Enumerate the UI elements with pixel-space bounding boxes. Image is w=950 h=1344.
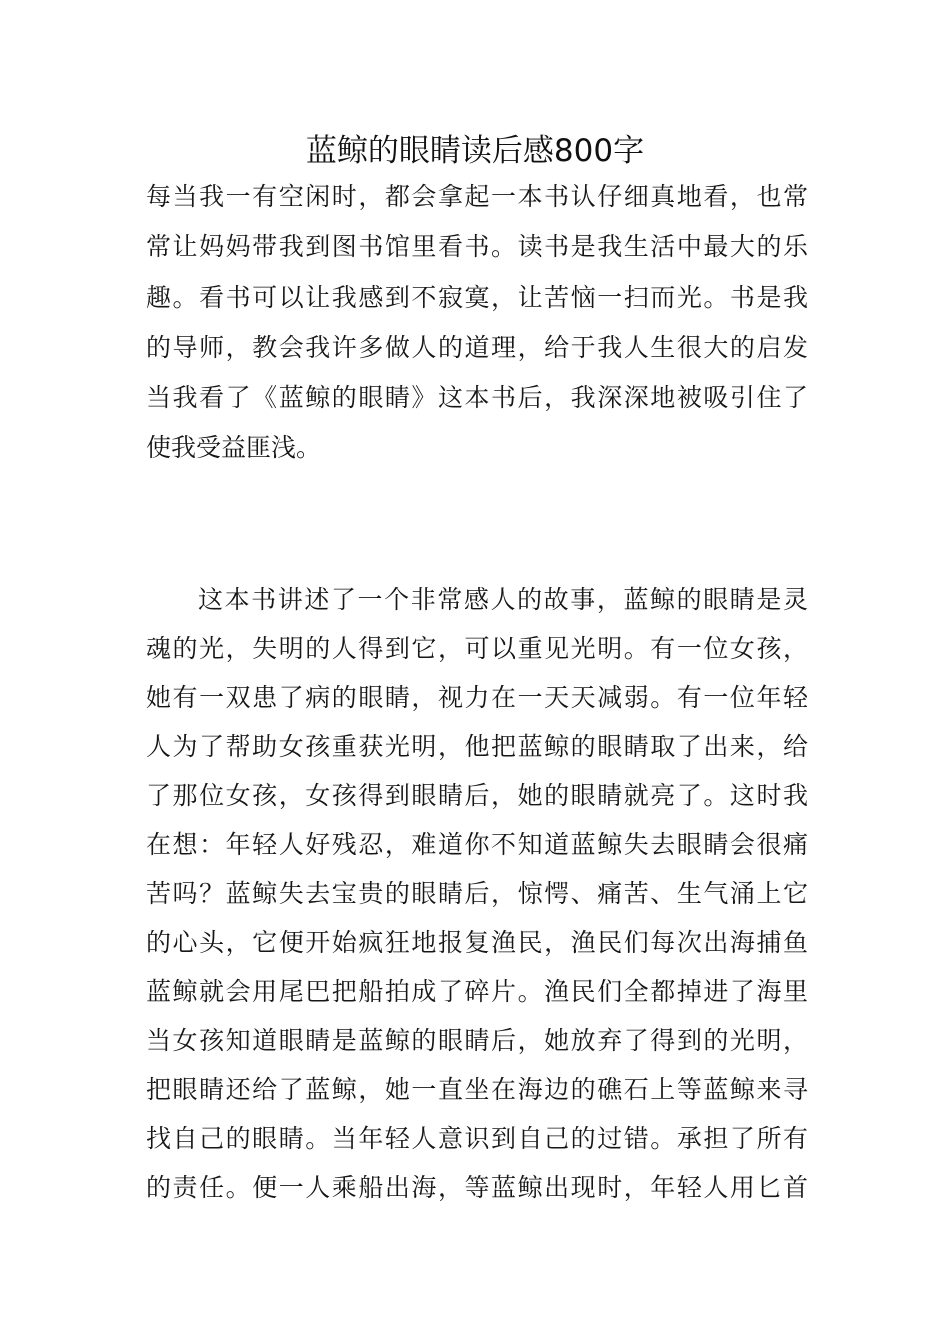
text-line: 找自己的眼睛。当年轻人意识到自己的过错。承担了所有 bbox=[146, 1124, 808, 1153]
text-line: 苦吗？蓝鲸失去宝贵的眼睛后，惊愕、痛苦、生气涌上它 bbox=[146, 879, 808, 908]
text-line: 在想：年轻人好残忍，难道你不知道蓝鲸失去眼睛会很痛 bbox=[146, 830, 808, 859]
text-line: 的心头，它便开始疯狂地报复渔民，渔民们每次出海捕鱼 bbox=[146, 928, 808, 957]
text-line: 她有一双患了病的眼睛，视力在一天天减弱。有一位年轻 bbox=[146, 683, 808, 712]
text-line: 每当我一有空闲时，都会拿起一本书认仔细真地看，也常 bbox=[146, 182, 808, 211]
text-line: 把眼睛还给了蓝鲸，她一直坐在海边的礁石上等蓝鲸来寻 bbox=[146, 1075, 808, 1104]
text-line: 当我看了《蓝鲸的眼睛》这本书后，我深深地被吸引住了 bbox=[146, 383, 808, 412]
text-line: 人为了帮助女孩重获光明，他把蓝鲸的眼睛取了出来，给 bbox=[146, 732, 808, 761]
text-line: 这本书讲述了一个非常感人的故事，蓝鲸的眼睛是灵 bbox=[198, 585, 808, 614]
document-title: 蓝鲸的眼睛读后感800字 bbox=[305, 133, 645, 169]
text-line: 当女孩知道眼睛是蓝鲸的眼睛后，她放弃了得到的光明， bbox=[146, 1026, 808, 1055]
text-line: 常让妈妈带我到图书馆里看书。读书是我生活中最大的乐 bbox=[146, 232, 808, 261]
text-line: 的责任。便一人乘船出海，等蓝鲸出现时，年轻人用匕首 bbox=[146, 1173, 808, 1202]
text-line: 蓝鲸就会用尾巴把船拍成了碎片。渔民们全都掉进了海里 bbox=[146, 977, 808, 1006]
text-line: 趣。看书可以让我感到不寂寞，让苦恼一扫而光。书是我 bbox=[146, 283, 808, 312]
text-line: 的导师，教会我许多做人的道理，给于我人生很大的启发 bbox=[146, 333, 808, 362]
text-line: 魂的光，失明的人得到它，可以重见光明。有一位女孩， bbox=[146, 634, 808, 663]
text-line: 了那位女孩，女孩得到眼睛后，她的眼睛就亮了。这时我 bbox=[146, 781, 808, 810]
text-line: 使我受益匪浅。 bbox=[146, 433, 322, 462]
